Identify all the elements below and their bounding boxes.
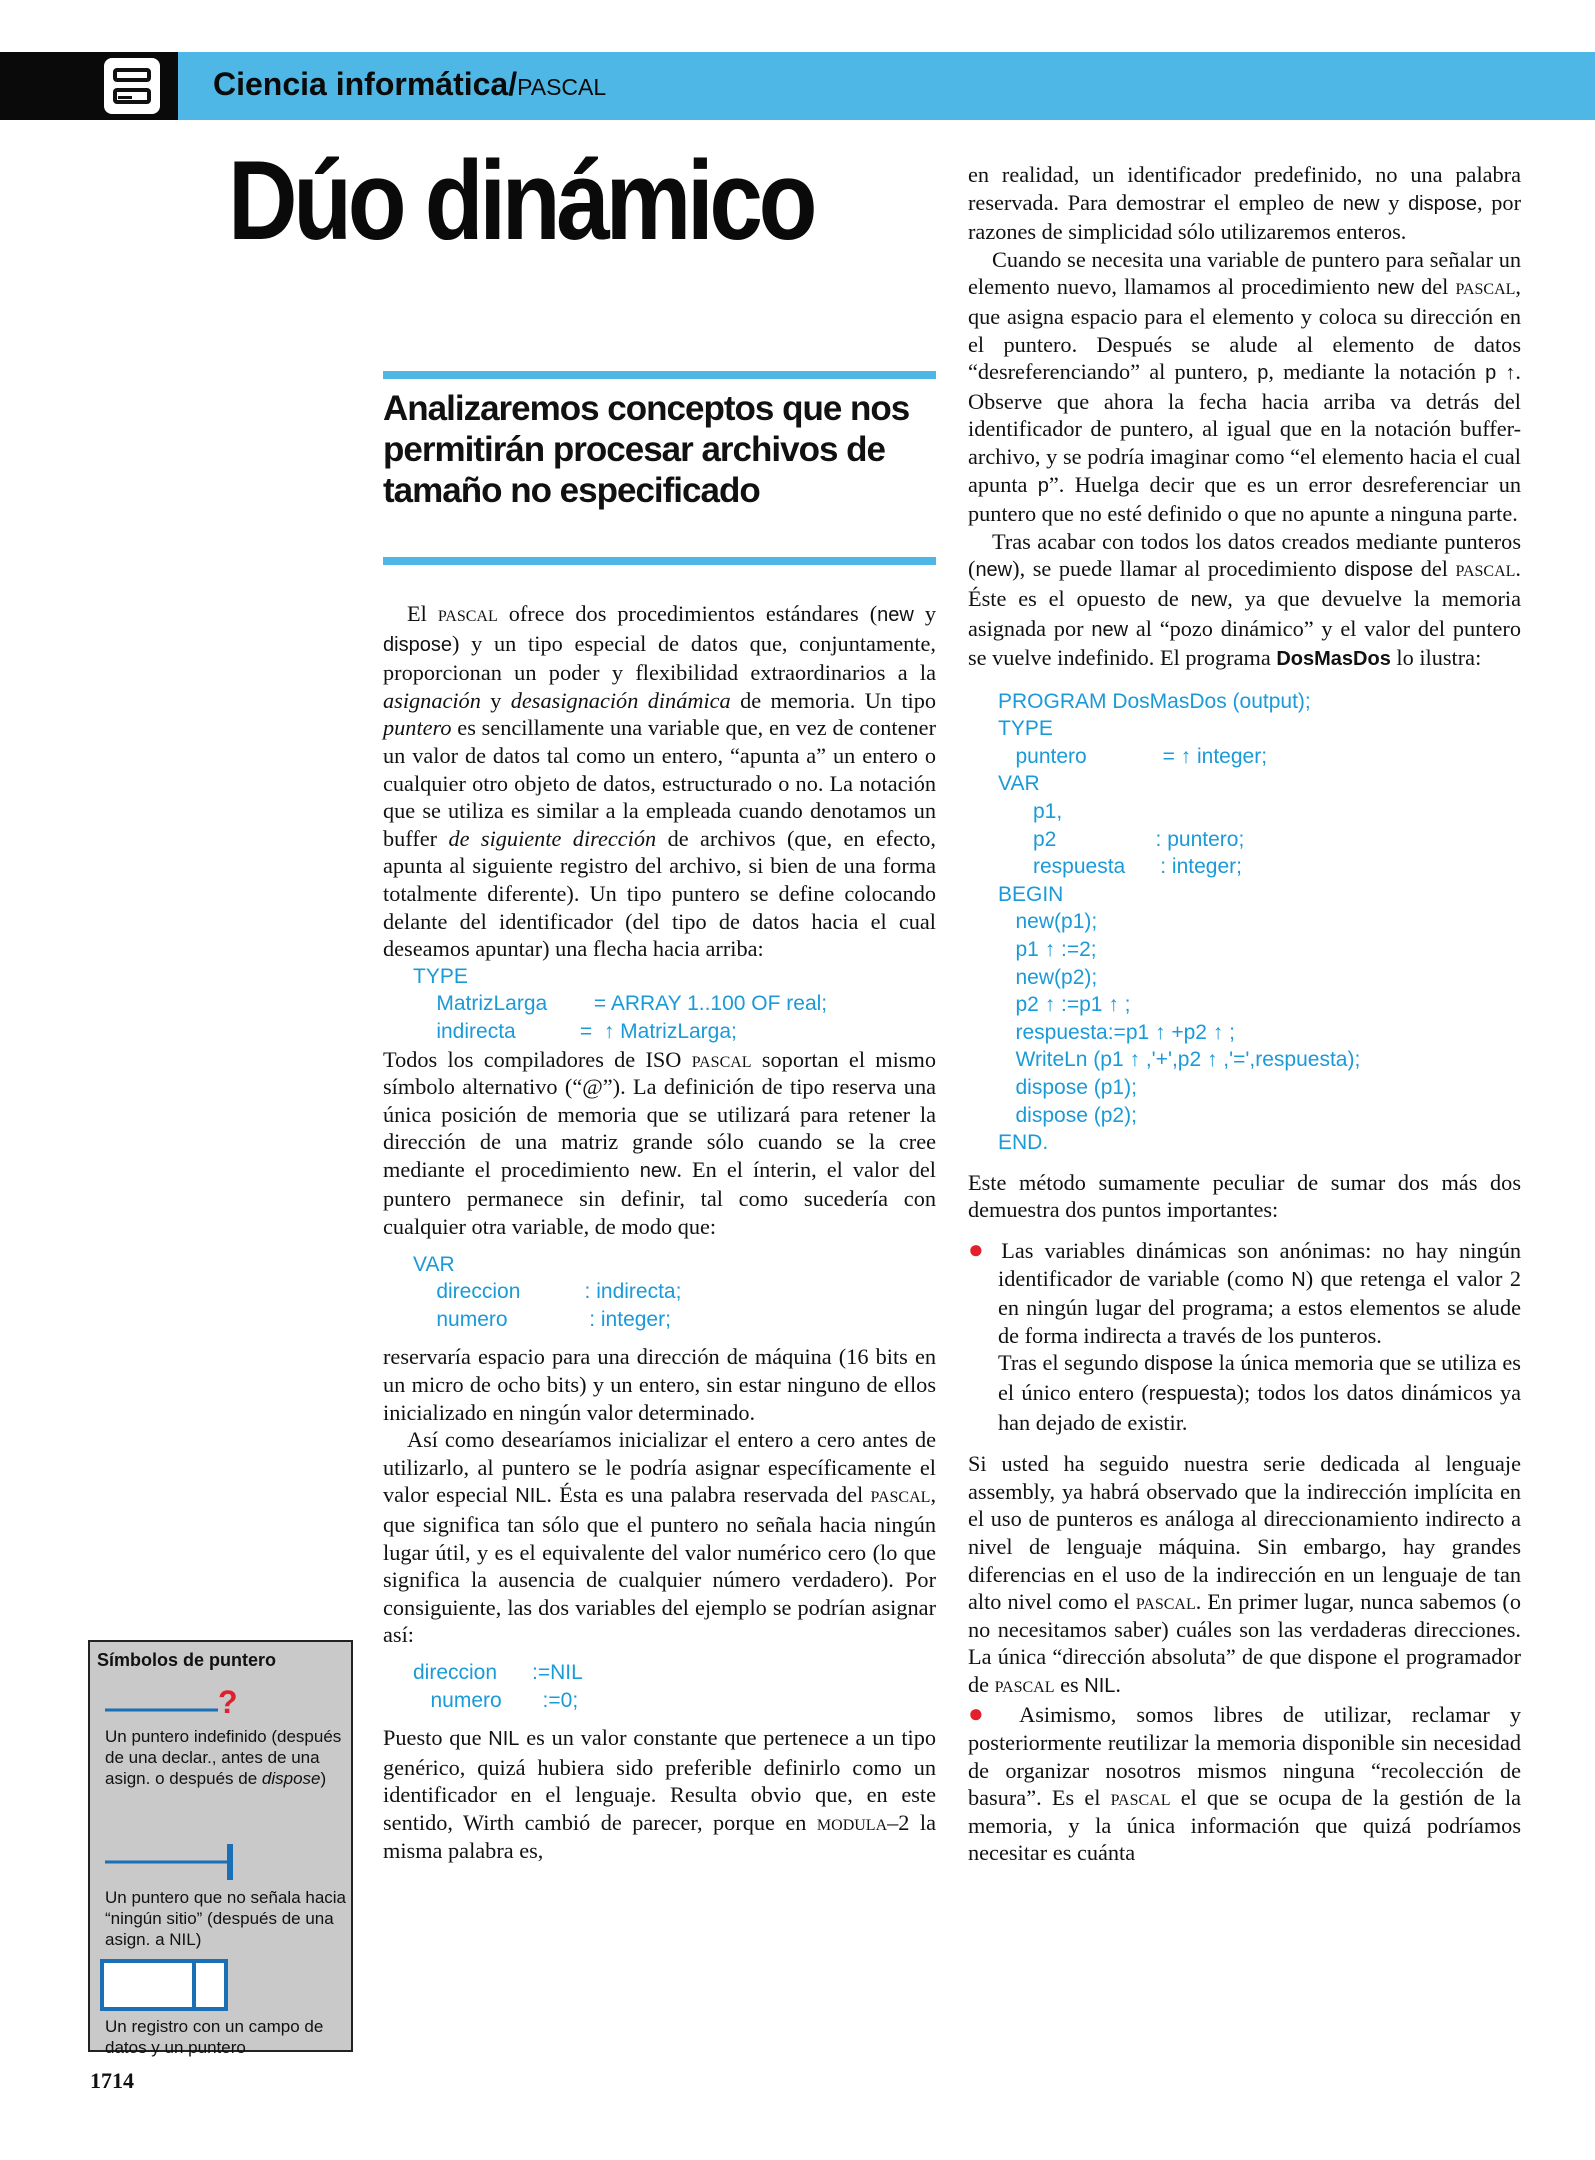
paragraph: en realidad, un identificador predefinido, no una palabra reservada. Para demostrar el empleo de new y dispose, por razones de simplicidad sólo utilizaremos enteros.	[968, 162, 1522, 245]
question-mark: ?	[218, 1684, 238, 1720]
subtitle-rule-bottom	[383, 557, 936, 565]
code-block: VAR direccion : indirecta; numero : integer;	[413, 1252, 682, 1331]
page-title: Dúo dinámico	[228, 138, 814, 263]
subtitle: Analizaremos conceptos que nos permitirán procesar archivos de tamaño no especificado	[383, 389, 910, 510]
bullet-item: ● Las variables dinámicas son anónimas: no hay ningún identificador de variable (como N) que retenga el valor 2 en ningún lugar del programa; a estos elementos se alude de forma indirecta a través de los punteros.	[968, 1234, 1521, 1348]
sidebox-caption-1: Un puntero indefinido (después de una declar., antes de una asign. o después de dispose)	[105, 1727, 342, 1788]
sidebox-caption-2: Un puntero que no señala hacia “ningún sitio” (después de una asign. a NIL)	[105, 1888, 347, 1949]
paragraph: Cuando se necesita una variable de puntero para señalar un elemento nuevo, llamamos al procedimiento new del pascal, que asigna espacio para el elemento y coloca su dirección en el puntero. Después se alude al elemento de datos “desreferenciando” al puntero, p, mediante la notación p ↑. Observe que ahora la fecha hacia arriba va detrás del identificador de puntero, al igual que en la notación buffer-archivo, y se podría imaginar como “el elemento hacia el cual apunta p”. Huelga decir que es un error desreferenciar un puntero que no esté definido o que no apunte a ninguna parte.	[968, 246, 1521, 527]
column-left	[383, 600, 936, 1864]
paragraph: Puesto que NIL es un valor constante que pertenece a un tipo genérico, quizá hubiera sido preferible definirlo como un identificador en el lenguaje. Resulta obvio que, en este sentido, Wirth cambió de parecer, porque en modula–2 la misma palabra es,	[383, 1725, 937, 1863]
paragraph: Si usted ha seguido nuestra serie dedicada al lenguaje assembly, ya habrá observado que la indirección implícita en el uso de punteros es análoga al direccionamiento indirecto a nivel de lenguaje máquina. Sin embargo, hay grandes diferencias en el uso de la indirección en un lenguaje de tan alto nivel como el pascal. En primer lugar, nunca sabemos (o no necesitamos saber) cuáles son las verdaderas direcciones. La única “dirección absoluta” de que dispone el programador de pascal es NIL.	[968, 1451, 1521, 1697]
bullet-item: ● Asimismo, somos libres de utilizar, reclamar y posteriormente reutilizar la memoria disponible sin necesidad de organizar nosotros mismos ninguna “recolección de basura”. Es el pascal el que se ocupa de la gestión de la memoria, y la única información que quizá podríamos necesitar es cuánta	[968, 1699, 1521, 1866]
paragraph: Este método sumamente peculiar de sumar dos más dos demuestra dos puntos importantes:	[968, 1169, 1521, 1223]
sidebox-title: Símbolos de puntero	[97, 1650, 277, 1670]
record-icon	[100, 1959, 240, 2015]
column-right	[968, 161, 1521, 1867]
bullet-icon: ●	[968, 1234, 1002, 1264]
code-block: PROGRAM DosMasDos (output); TYPE puntero = ↑ integer; VAR p1, p2 : puntero; respuesta : integer; BEGIN new(p1); p1 ↑ :=2; new(p2); p2 ↑ :=p1 ↑ ; respuesta:=p1 ↑ +p2 ↑ ; WriteLn (p1 ↑ ,'+',p2 ↑ ,'=',respuesta); dispose (p1); dispose (p2); END.	[998, 689, 1361, 1155]
code-block: direccion :=NIL numero :=0;	[413, 1660, 583, 1712]
paragraph: Tras acabar con todos los datos creados mediante punteros (new), se puede llamar al procedimiento dispose del pascal. Éste es el opuesto de new, ya que devuelve la memoria asignada por new al “pozo dinámico” y el valor del puntero se vuelve indefinido. El programa DosMasDos lo ilustra:	[968, 528, 1521, 671]
paragraph: El pascal ofrece dos procedimientos estándares (new y dispose) y un tipo especial de datos que, conjuntamente, proporcionan un poder y flexibilidad extraordinarios a la asignación y desasignación dinámica de memoria. Un tipo puntero es sencillamente una variable que, en vez de contener un valor de datos tal como un entero, “apunta a” un entero o cualquier otro objeto de datos, estructurado o no. La notación que se utiliza es similar a la empleada cuando denotamos un buffer de siguiente dirección de archivos (que, en efecto, apunta al siguiente registro del archivo, si bien de una forma totalmente diferente). Un tipo puntero se define colocando delante del identificador (del tipo de datos hacia el cual deseamos apuntar) una flecha hacia arriba:	[383, 601, 937, 962]
bullet-item-cont: Tras el segundo dispose la única memoria que se utiliza es el único entero (respuesta); todos los datos dinámicos ya han dejado de existir.	[998, 1350, 1521, 1435]
bullet-icon: ●	[968, 1699, 1020, 1729]
paragraph: Así como desearíamos inicializar el entero a cero antes de utilizarlo, al puntero se le podría asignar específicamente el valor especial NIL. Ésta es una palabra reservada del pascal, que significa tan sólo que el puntero no señala hacia ningún lugar útil, y es el equivalente del valor numérico cero (lo que significa la ausencia de cualquier número verdadero). Por consiguiente, las dos variables del ejemplo se podrían asignar así:	[383, 1427, 937, 1648]
paragraph: reservaría espacio para una dirección de máquina (16 bits en un micro de ocho bits) y un entero, sin estar ninguno de ellos inicializado en ningún valor determinado.	[383, 1344, 936, 1425]
subtitle-rule-top	[383, 371, 936, 379]
section-title: Ciencia informática/PASCAL	[213, 66, 607, 102]
computer-icon	[104, 58, 160, 114]
sidebox-caption-3: Un registro con un campo de datos y un puntero	[105, 2017, 324, 2057]
paragraph: Todos los compiladores de ISO pascal soportan el mismo símbolo alternativo (“@”). La definición de tipo reserva una única posición de memoria que se utilizará para retener la dirección de una matriz grande sólo cuando se la cree mediante el procedimiento new. En el ínterin, el valor del puntero permanece sin definir, tal como sucedería con cualquier otra variable, de modo que:	[383, 1046, 936, 1240]
code-block: TYPE MatrizLarga = ARRAY 1..100 OF real; indirecta = ↑ MatrizLarga;	[413, 964, 828, 1043]
nil-pointer-icon	[100, 1842, 250, 1884]
page-number: 1714	[90, 2068, 134, 2093]
pointer-symbols-box	[88, 1640, 353, 2057]
